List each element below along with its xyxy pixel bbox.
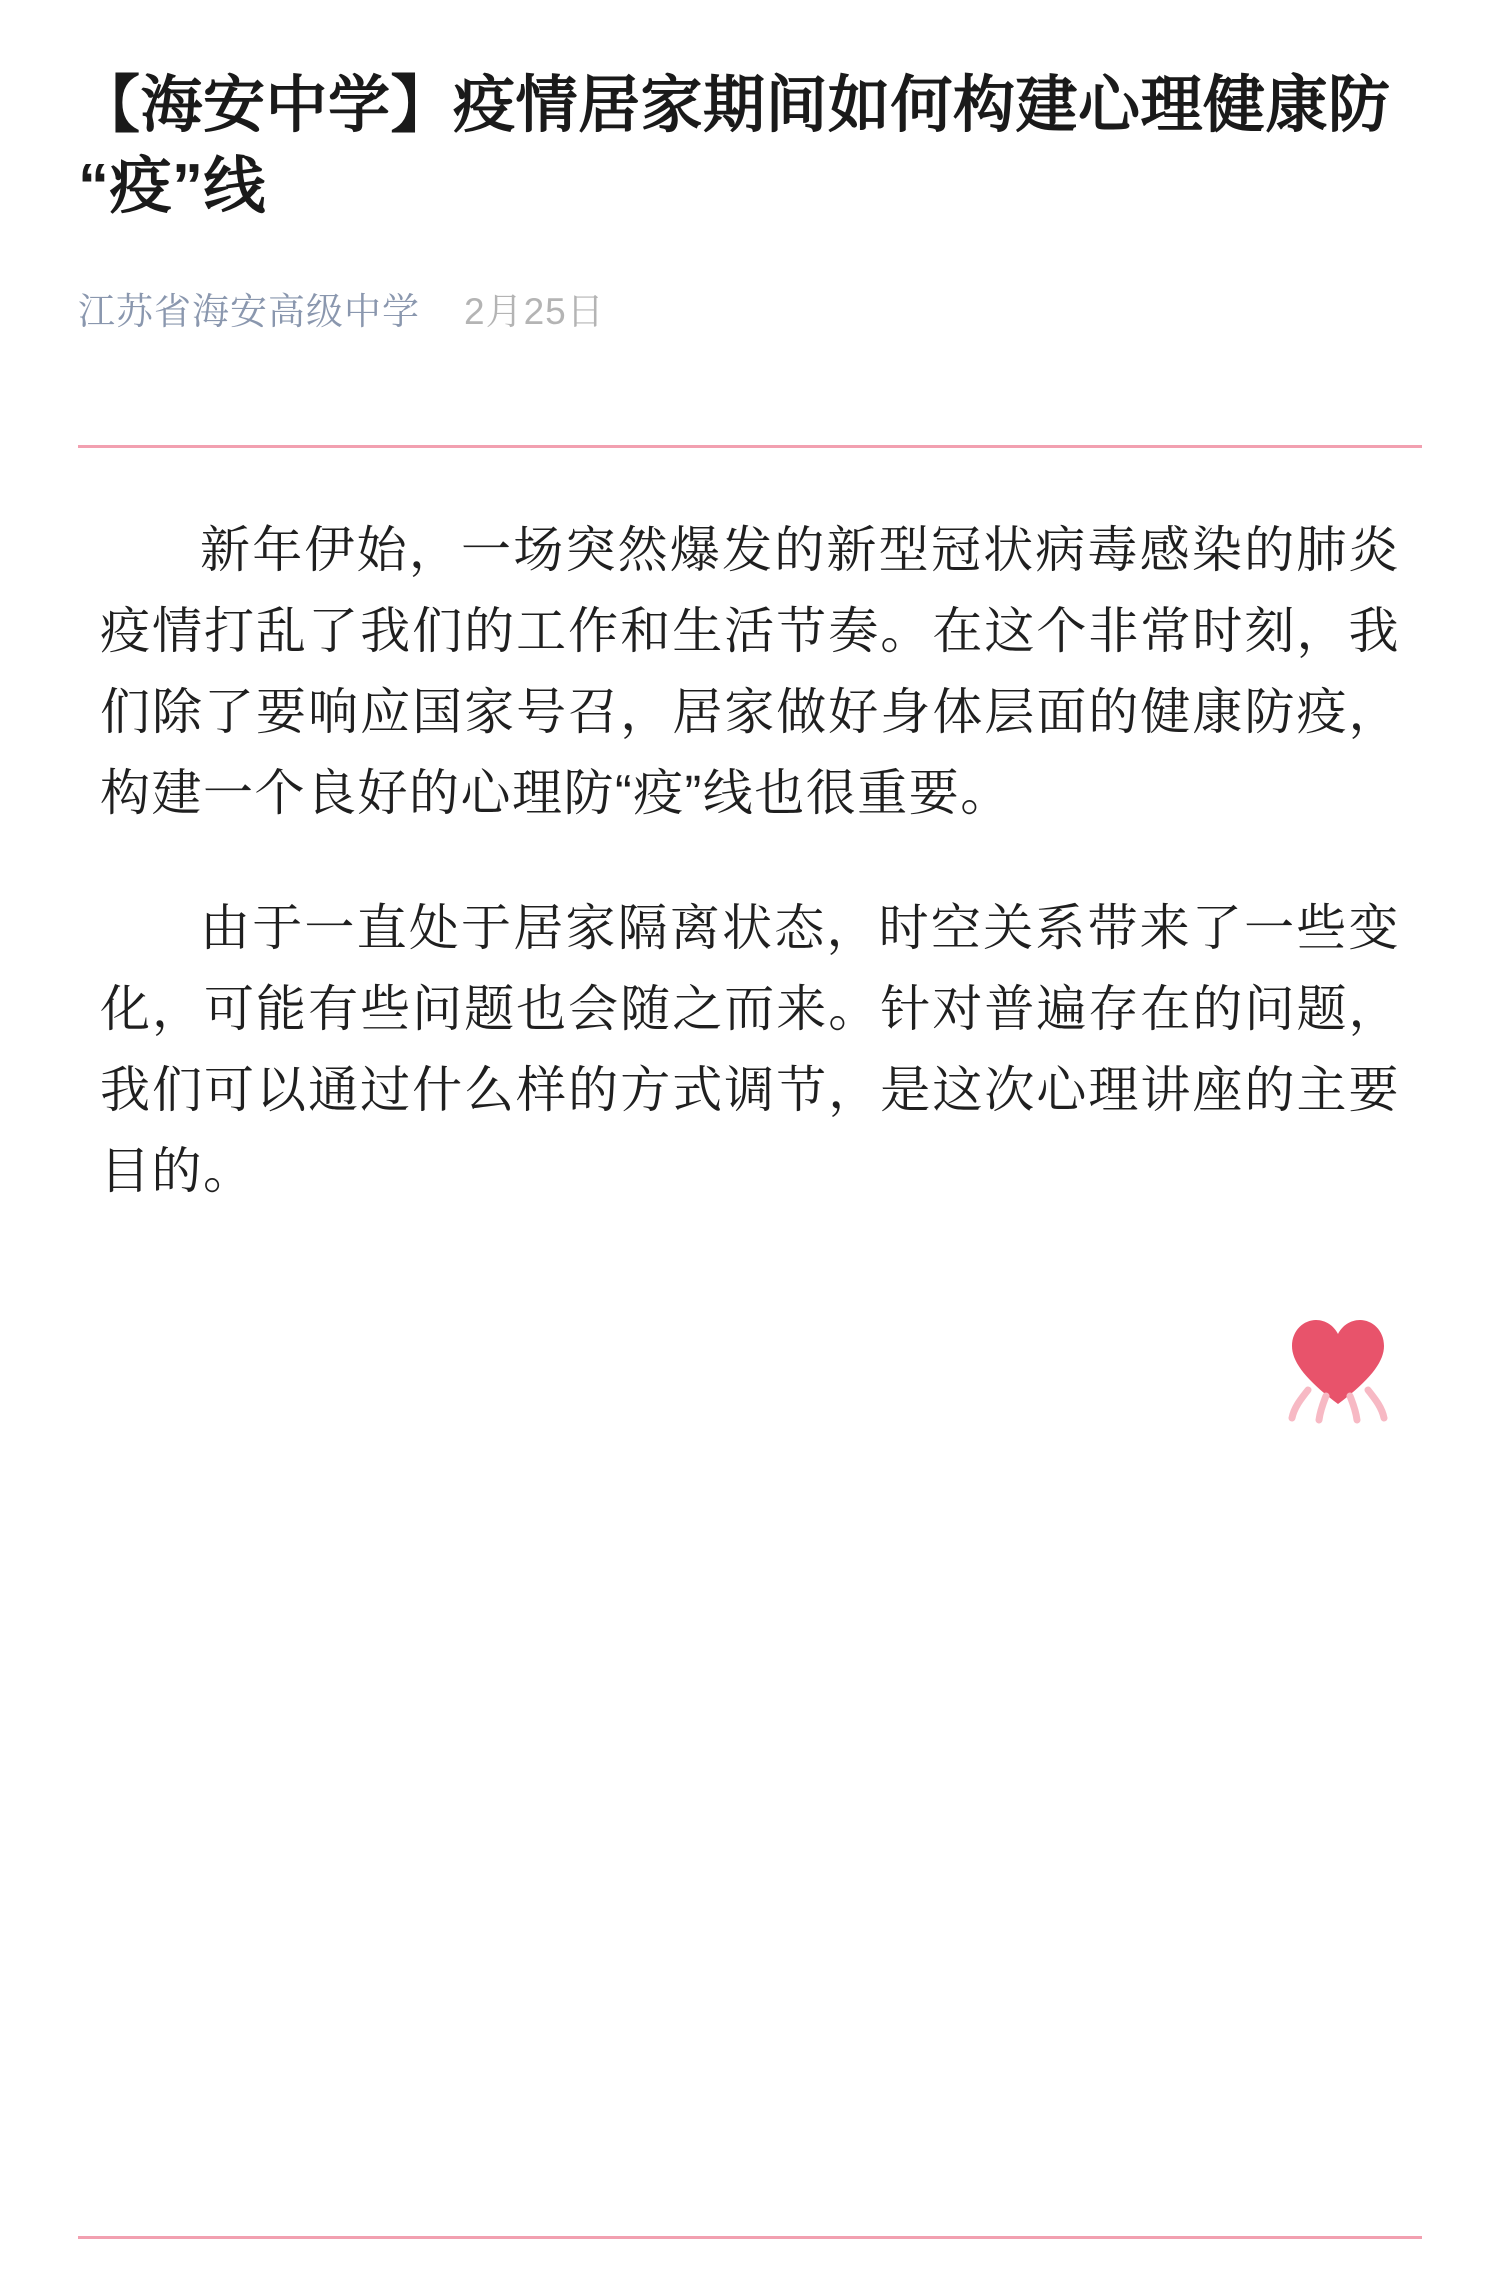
bottom-divider	[78, 2236, 1422, 2239]
article-footer	[78, 1266, 1422, 1486]
paragraph: 新年伊始，一场突然爆发的新型冠状病毒感染的肺炎疫情打乱了我们的工作和生活节奏。在这个非常时刻，我们除了要响应国家号召，居家做好身体层面的健康防疫，构建一个良好的心理防“疫”线也很重要。	[100, 522, 1400, 822]
publish-date: 2月25日	[464, 291, 605, 333]
paragraph: 由于一直处于居家隔离状态，时空关系带来了一些变化，可能有些问题也会随之而来。针对普遍存在的问题，我们可以通过什么样的方式调节，是这次心理讲座的主要目的。	[100, 900, 1400, 1200]
top-divider	[78, 445, 1422, 448]
article-body	[78, 510, 1422, 1212]
article-meta	[78, 281, 1422, 335]
author-name[interactable]: 江苏省海安高级中学	[78, 291, 420, 333]
heart-icon	[1278, 1304, 1398, 1424]
page-title: 【海安中学】疫情居家期间如何构建心理健康防“疫”线	[78, 71, 1391, 221]
